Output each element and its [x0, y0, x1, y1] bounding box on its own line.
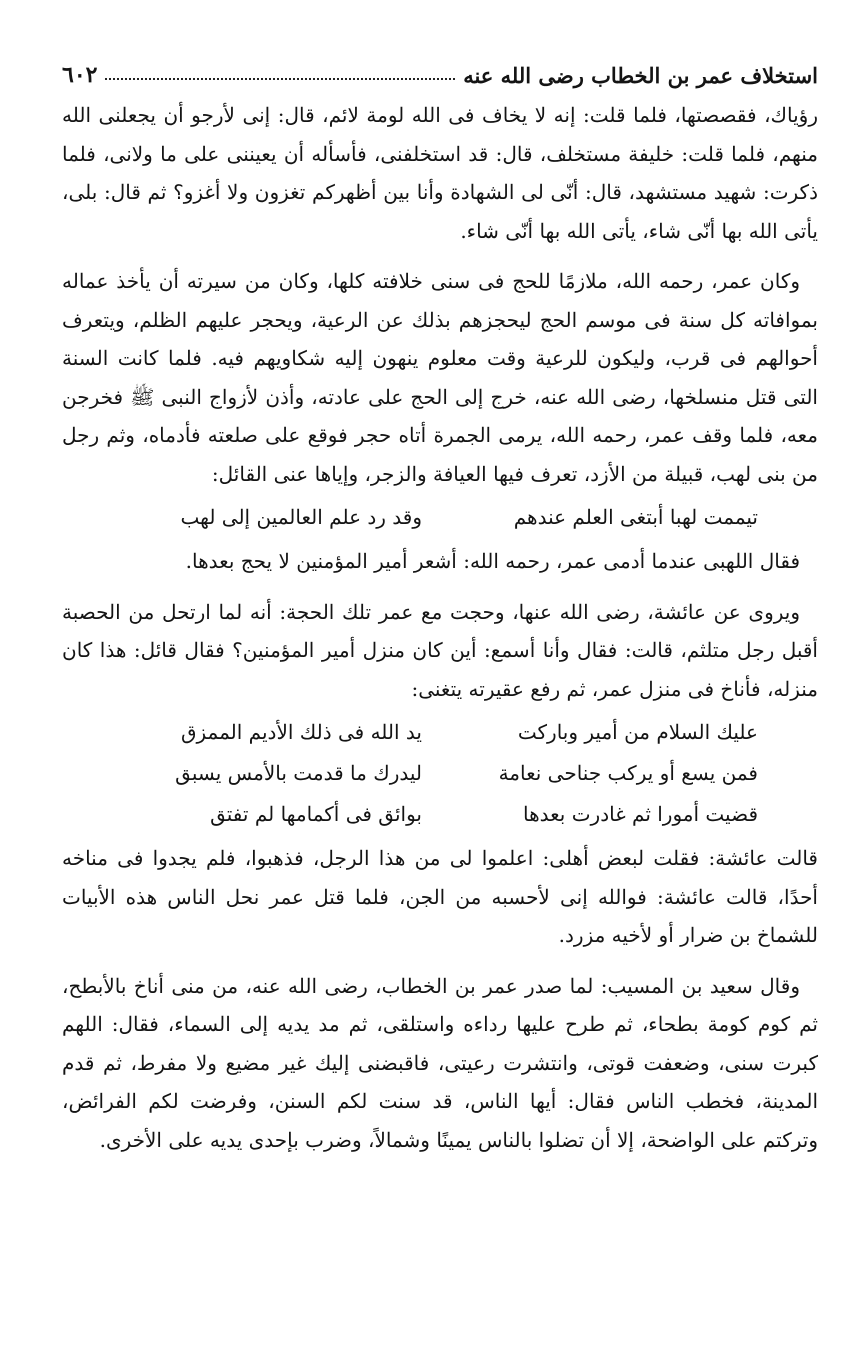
poem-block	[62, 712, 818, 835]
verse-second-hemistich: يد الله فى ذلك الأديم الممزق	[180, 720, 422, 744]
paragraph: وكان عمر، رحمه الله، ملازمًا للحج فى سنى خلافته كلها، وكان من سيرته أن يأخذ عماله بموافاته كل سنة فى موسم الحج ليحجزهم بذلك عن الرعية، ويحجر عليهم الظلم، ويتعرف أحوالهم فى قرب، وليكون للرعية وقت معلوم ينهون إليه شكاويهم فيه. فلما كانت السنة التى قتل منسلخها، رضى الله عنه، خرج إلى الحج على عادته، وأذن لأزواج النبى ﷺ فخرجن معه، فلما وقف عمر، رحمه الله، يرمى الجمرة أتاه حجر فوقع على صلعته فأدماه، وثم رجل من بنى لهب، قبيلة من الأزد، تعرف فيها العيافة والزجر، وإياها عنى القائل:	[62, 269, 818, 486]
running-header	[62, 40, 818, 86]
paragraph: رؤياك، فقصصتها، فلما قلت: إنه لا يخاف فى الله لومة لائم، قال: إنى لأرجو أن يجعلنى الله منهم، فلما قلت: خليفة مستخلف، قال: قد استخلفنى، فأسأله أن يعيننى على ما ولانى، فلما ذكرت: شهيد مستشهد، قال: أنّى لى الشهادة وأنا بين أظهركم تغزون ولا أغزو؟ ثم قال: بلى، يأتى الله بها أنّى شاء، يأتى الله بها أنّى شاء.	[62, 103, 819, 243]
dotted-leader	[105, 78, 455, 80]
verse-first-hemistich: عليك السلام من أمير وباركت	[517, 720, 758, 744]
paragraph: وقال سعيد بن المسيب: لما صدر عمر بن الخطاب، رضى الله عنه، من منى أناخ بالأبطح، ثم كوم كومة بطحاء، ثم طرح عليها رداءه واستلقى، ثم مد يديه إلى السماء، فقال: اللهم كبرت سنى، وضعفت قوتى، وانتشرت رعيتى، فاقبضنى إليك غير مضيع ولا مفرط، ثم قدم المدينة، فخطب الناس فقال: أيها الناس، قد سنت لكم السنن، وفرضت لكم الفرائض، وتركتم على الواضحة، إلا أن تضلوا بالناس يمينًا وشمالاً، وضرب بإحدى يديه على الأخرى.	[62, 973, 818, 1152]
poem-block	[62, 497, 818, 538]
page-body	[62, 96, 818, 1159]
verse-first-hemistich: تيممت لهبا أبتغى العلم عندهم	[513, 505, 758, 529]
paragraph: قالت عائشة: فقلت لبعض أهلى: اعلموا لى من هذا الرجل، فذهبوا، فلم يجدوا فى مناخه أحدًا، قالت عائشة: فوالله إنى لأحسبه من الجن، فلما قتل عمر نحل الناس هذه الأبيات للشماخ بن ضرار أو لأخيه مزرد.	[62, 846, 818, 947]
verse-second-hemistich: بوائق فى أكمامها لم تفتق	[210, 802, 422, 826]
poem-verse	[62, 753, 818, 794]
verse-first-hemistich: فمن يسع أو يركب جناحى نعامة	[498, 761, 758, 785]
poem-verse	[62, 497, 818, 538]
paragraph: ويروى عن عائشة، رضى الله عنها، وحجت مع عمر تلك الحجة: أنه لما ارتحل من الحصبة أقبل رجل متلثم، قالت: فقال وأنا أسمع: أين كان منزل أمير المؤمنين؟ فقال قائل: هذا كان منزله، فأناخ فى منزل عمر، ثم رفع عقيرته يتغنى:	[62, 599, 818, 701]
page-number: ٦٠٢	[62, 62, 98, 88]
poem-verse	[62, 712, 818, 753]
chapter-title: استخلاف عمر بن الخطاب رضى الله عنه	[463, 63, 818, 88]
verse-second-hemistich: وقد رد علم العالمين إلى لهب	[180, 505, 422, 529]
paragraph: فقال اللهبى عندما أدمى عمر، رحمه الله: أشعر أمير المؤمنين لا يحج بعدها.	[185, 549, 800, 573]
verse-first-hemistich: قضيت أمورا ثم غادرت بعدها	[523, 802, 758, 826]
verse-second-hemistich: ليدرك ما قدمت بالأمس يسبق	[175, 761, 422, 785]
poem-verse	[62, 794, 818, 835]
